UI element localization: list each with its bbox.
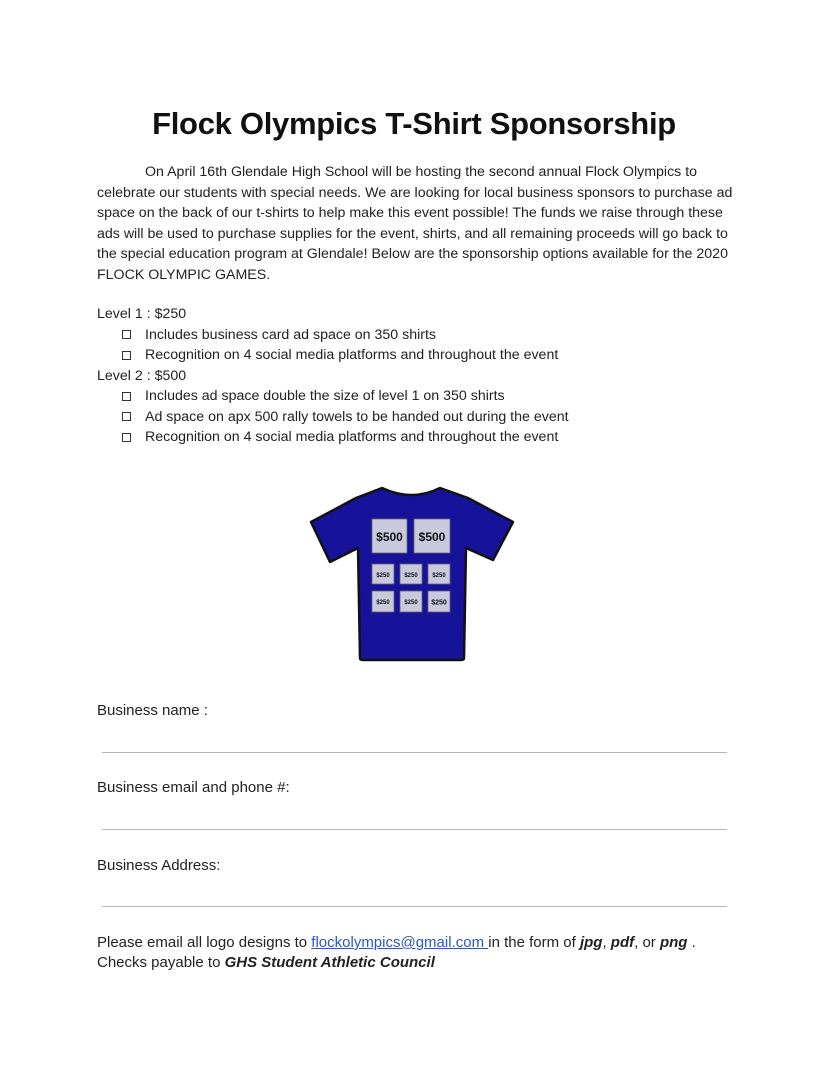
checks-payable-line [97, 953, 747, 973]
bullet-text: Ad space on apx 500 rally towels to be handed out during the event [145, 408, 569, 425]
level-2-bullet [97, 427, 737, 448]
level-2-bullet [97, 407, 737, 428]
bullet-text: Includes business card ad space on 350 shirts [145, 326, 437, 343]
format-png: png [659, 934, 688, 951]
format-pdf: pdf [610, 934, 635, 951]
level-1-bullet [97, 345, 737, 366]
email-link[interactable]: flockolympics@gmail.com [311, 934, 489, 951]
business-address-field[interactable] [102, 906, 727, 907]
checkbox-bullet-icon [122, 412, 131, 421]
ad-slot-price: $250 [376, 600, 390, 606]
business-name-field[interactable] [102, 752, 727, 753]
intro-paragraph [97, 162, 733, 286]
business-email-phone-label: Business email and phone #: [97, 779, 290, 796]
bullet-text: Recognition on 4 social media platforms and throughout the event [145, 429, 559, 445]
ad-slot-price: $250 [376, 573, 390, 579]
bullet-text: Includes ad space double the size of level 1 on 350 shirts [145, 388, 505, 404]
ad-slot-price: $250 [404, 600, 418, 606]
sponsorship-levels [97, 304, 737, 448]
level-2-title: Level 2 : $500 [97, 367, 187, 384]
level-1-title: Level 1 : $250 [97, 306, 187, 322]
business-email-phone-field[interactable] [102, 829, 727, 830]
ad-slot-price: $500 [418, 530, 446, 544]
format-separator: , [602, 934, 611, 951]
checks-payable-text: Checks payable to [97, 954, 225, 971]
business-address-label: Business Address: [97, 857, 221, 874]
checkbox-bullet-icon [122, 433, 131, 442]
page-title: Flock Olympics T-Shirt Sponsorship [152, 106, 676, 141]
checkbox-bullet-icon [122, 330, 131, 339]
checkbox-bullet-icon [122, 392, 131, 401]
email-instructions-text: Please email all logo designs to [97, 934, 312, 951]
footer-instructions [97, 933, 747, 973]
intro-text: On April 16th Glendale High School will be hosting the second annual Flock Olympics to celebrate our students with special needs. We are looking for local business sponsors to purchase ad space on the back of our t-shirts to help make this event possible! The funds we raise through these ads will be used to purchase supplies for the event, shirts, and all remaining proceeds will go back to the special education program at Glendale! Below are the sponsorship options available for the 2020 FLOCK OLYMPIC GAMES. [97, 164, 733, 283]
email-instructions-line [97, 933, 747, 953]
bullet-text: Recognition on 4 social media platforms and throughout the event [145, 347, 559, 363]
ad-slot-price: $250 [432, 573, 446, 579]
business-name-label: Business name : [97, 702, 208, 719]
tshirt-ad-layout-illustration [308, 486, 516, 664]
format-intro-text: in the form of [488, 934, 580, 951]
format-end: . [687, 934, 696, 951]
checkbox-bullet-icon [122, 351, 131, 360]
payee-name: GHS Student Athletic Council [224, 954, 435, 971]
ad-slot-price: $250 [431, 599, 447, 607]
ad-slot-price: $250 [404, 573, 418, 579]
level-1-bullet [97, 325, 737, 346]
level-2-bullet [97, 386, 737, 407]
ad-slot-price: $500 [376, 530, 403, 544]
format-separator: , or [634, 934, 660, 951]
format-jpg: jpg [579, 934, 603, 951]
